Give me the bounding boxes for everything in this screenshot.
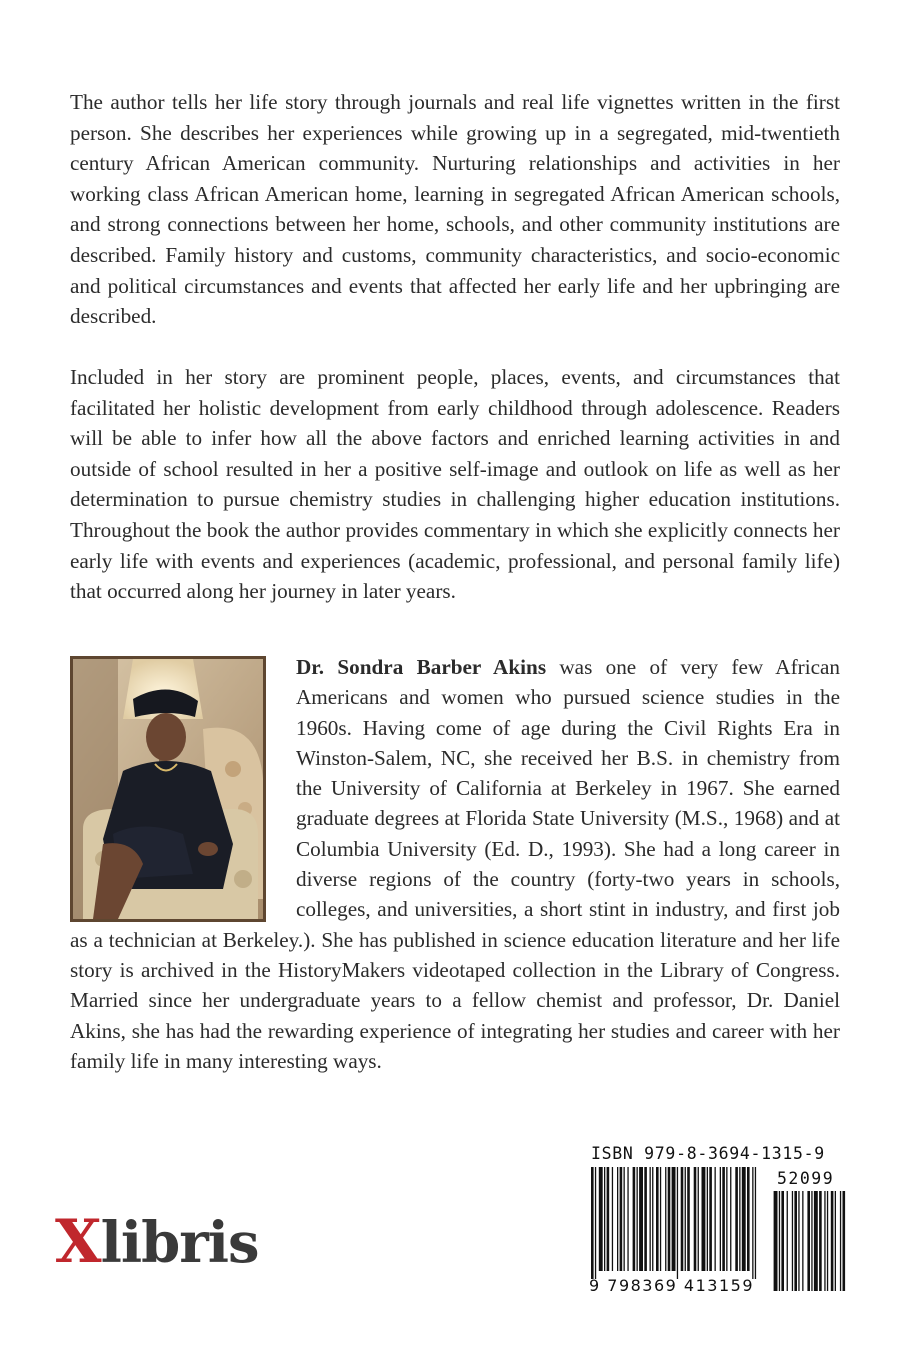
blurb-paragraph-2: Included in her story are prominent people, places, events, and circumstances that facilitated her holistic development from early childhood through adolescence. Readers will be able to infer how all the above factors and enriched learning activities in and outside of school resulted in her a positive self-image and outlook on life as well as her determination to pursue chemistry studies in challenging higher education institutions. Throughout the book the author provides commentary in which she explicitly connects her early life with events and experiences (academic, professional, and personal family life) that occurred along her journey in later years.	[70, 365, 840, 604]
barcode-bar	[656, 1167, 659, 1271]
logo-text: libris	[100, 1210, 259, 1276]
barcode-bar	[735, 1167, 738, 1271]
addon-bar	[787, 1191, 788, 1291]
addon-bar	[798, 1191, 799, 1291]
addon-bar	[779, 1191, 780, 1291]
author-name: Dr. Sondra Barber Akins	[296, 655, 547, 679]
addon-bar	[781, 1191, 784, 1291]
author-bio-text: was one of very few African Americans and women who pursued science studies in the 1960s. Having come of age during the Civil Rights Era in Winston-Salem, NC, she received her B.S. in chemistry from the University of California at Berkeley in 1967. She earned graduate degrees at Florida State University (M.S., 1968) and at Columbia University (Ed. D., 1993). She had a long career in diverse regions of the country (forty-two years in schools, colleges, and universities, a short stint in industry, and first job as a technician at Berkeley.). She has published in science education literature and her life story is archived in the HistoryMakers videotaped collection in the Library of Congress. Married since her undergraduate years to a fellow chemist and professor, Dr. Daniel Akins, she has had the rewarding experience of integrating her studies and career with her family life in many interesting ways.	[70, 655, 840, 1073]
barcode-bar	[604, 1167, 605, 1271]
addon-bar	[827, 1191, 828, 1291]
isbn-label: ISBN 979-8-3694-1315-9	[591, 1144, 825, 1163]
barcode-bar	[617, 1167, 618, 1271]
barcode-bar	[607, 1167, 610, 1271]
barcode-bar	[707, 1167, 708, 1271]
barcode-bar	[652, 1167, 653, 1271]
addon-bar	[774, 1191, 778, 1291]
barcode-bar	[709, 1167, 712, 1271]
barcode-addon-digits: 52099	[777, 1169, 835, 1188]
barcode-bar	[620, 1167, 623, 1271]
barcode-bar	[739, 1167, 740, 1271]
barcode-bar	[726, 1167, 727, 1271]
barcode-bar	[672, 1167, 676, 1271]
addon-bar	[814, 1191, 818, 1291]
author-photo	[70, 656, 266, 922]
barcode-bar	[665, 1167, 666, 1271]
addon-bar	[811, 1191, 812, 1291]
addon-bar	[819, 1191, 822, 1291]
barcode-bar	[715, 1167, 716, 1271]
addon-bar	[792, 1191, 793, 1291]
addon-bar	[824, 1191, 825, 1291]
barcode-bar	[747, 1167, 750, 1271]
barcode-bar	[755, 1167, 756, 1279]
addon-bar	[831, 1191, 834, 1291]
barcode-bar	[681, 1167, 684, 1271]
barcode-bar	[685, 1167, 686, 1271]
barcode-bar	[730, 1167, 731, 1271]
barcode-bar	[627, 1167, 628, 1271]
author-bio	[70, 652, 840, 1076]
barcode-bar	[752, 1167, 753, 1279]
barcode-bar	[633, 1167, 636, 1271]
barcode-bar	[698, 1167, 699, 1271]
barcode-bar	[720, 1167, 721, 1271]
barcode-bar	[624, 1167, 625, 1271]
barcode-bar	[637, 1167, 638, 1271]
publisher-logo	[55, 1207, 259, 1277]
barcode-bar	[677, 1167, 678, 1279]
addon-bar	[802, 1191, 803, 1291]
barcode-bar	[595, 1167, 596, 1279]
logo-initial: X	[55, 1207, 101, 1277]
barcode-digits: 9 798369 413159	[589, 1276, 755, 1295]
barcode-bars	[587, 1143, 849, 1295]
barcode-bar	[668, 1167, 671, 1271]
barcode-bar	[742, 1167, 746, 1271]
barcode-bar	[650, 1167, 651, 1271]
barcode-bar	[639, 1167, 643, 1271]
blurb-paragraph-1: The author tells her life story through journals and real life vignettes written in the first person. She describes her experiences while growing up in a segregated, mid-twentieth century African American community. Nurturing relationships and activities in her working class African American home, learning in segregated African American schools, and strong connections between her home, schools, and other community institutions are described. Family history and customs, community characteristics, and socio-economic and political circumstances and events that affected her early life and her upbringing are described.	[70, 90, 840, 329]
addon-bar	[807, 1191, 810, 1291]
addon-bar	[794, 1191, 797, 1291]
addon-bar	[840, 1191, 841, 1291]
barcode-bar	[612, 1167, 613, 1271]
barcode-bar	[687, 1167, 690, 1271]
barcode-bar	[644, 1167, 647, 1271]
barcode-bar	[722, 1167, 725, 1271]
addon-bar	[843, 1191, 846, 1291]
addon-bar	[835, 1191, 836, 1291]
barcode-bar	[599, 1167, 603, 1271]
barcode-bar	[694, 1167, 697, 1271]
barcode-bar	[591, 1167, 594, 1279]
barcode-bar	[660, 1167, 661, 1271]
isbn-barcode	[587, 1143, 849, 1295]
barcode-bar	[702, 1167, 706, 1271]
